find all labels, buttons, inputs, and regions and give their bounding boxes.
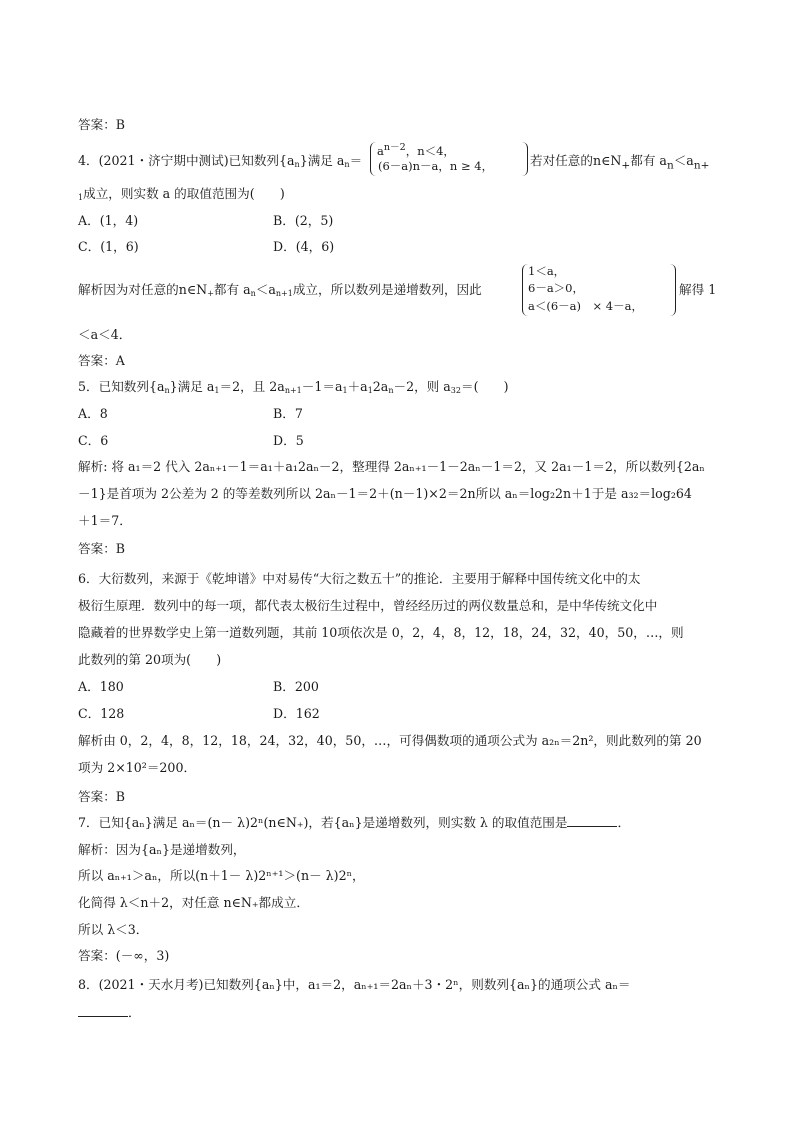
solution-7-line1: 解析：因为{aₙ}是递增数列，	[78, 842, 246, 857]
question-6-line3: 隐藏着的世界数学史上第一道数列题，其前 10项依次是 0，2，4，8，12，18，24，32，40，50，…，则	[78, 625, 684, 640]
solution-4-line1: 解析因为对任意的$n\in N_+$都有 $a_n<a_{n+1}$成立，所以数列是递增数列，因此	[78, 282, 482, 298]
answer-7: 答案：(－∞，3)	[78, 948, 170, 963]
solution-7-line3: 化简得 λ＜n＋2，对任意 n∈N₊都成立．	[78, 895, 309, 910]
answer-blank	[78, 1006, 128, 1017]
question-5-stem: 5．已知数列$\{a_n\}$满足 $a_1=2$，且 $2a_{n+1}-1=a_1+a_12a_n-2$，则 $a_{32}=$( )	[78, 379, 509, 395]
solution-7-line2: 所以 aₙ₊₁＞aₙ，所以(n＋1－ λ)2ⁿ⁺¹＞(n－ λ)2ⁿ，	[78, 868, 365, 883]
option-c: C．6	[78, 433, 109, 448]
solution-5-line3: ＋1＝7．	[78, 513, 132, 528]
piecewise-case-1: $a^{n-2}$，n＜4，	[377, 142, 455, 158]
question-8-line2: ．	[78, 1005, 141, 1021]
solution-6-line2: 项为 2×10²＝200．	[78, 760, 197, 775]
system-line-1: 1＜a，	[528, 264, 566, 278]
question-8-stem: 8．(2021・天水月考)已知数列{aₙ}中，a₁＝2，aₙ₊₁＝2aₙ＋3・2ⁿ，则数列{aₙ}的通项公式 aₙ＝	[78, 977, 631, 992]
question-6-line2: 极衍生原理．数列中的每一项，都代表太极衍生过程中，曾经经历过的两仪数量总和，是中华传统文化中	[78, 598, 658, 613]
question-6-line1: 6．大衍数列，来源于《乾坤谱》中对易传“大衍之数五十”的推论．主要用于解释中国传统文化中的太	[78, 571, 641, 586]
question-4-stem-line2: $_1$成立，则实数 a 的取值范围为( )	[78, 186, 285, 202]
right-brace	[522, 142, 528, 176]
solution-5-line1: 解析: 将 a₁＝2 代入 2aₙ₊₁－1＝a₁＋a₁2aₙ－2，整理得 2aₙ₊₁－1－2aₙ－1＝2，又 2a₁－1＝2，所以数列{2aₙ	[78, 459, 705, 474]
system-right-brace	[670, 264, 676, 316]
solution-5-line2: －1}是首项为 2公差为 2 的等差数列所以 2aₙ－1＝2＋(n－1)×2＝2n所以 aₙ＝log₂2n＋1于是 a₃₂＝log₂64	[78, 486, 692, 501]
option-d: D．5	[273, 433, 304, 448]
option-a: A．(1，4)	[78, 213, 139, 228]
question-4-stem: 4．(2021・济宁期中测试)已知数列$\{a_n\}$满足 $a_n=$	[78, 153, 363, 169]
solution-7-line4: 所以 λ＜3．	[78, 922, 149, 937]
option-a: A．180	[78, 679, 124, 694]
question-7-stem: 7．已知{aₙ}满足 aₙ＝(n－ λ)2ⁿ(n∈N₊)，若{aₙ}是递增数列，则实数 λ 的取值范围是 ．	[78, 815, 631, 830]
question-6-line4: 此数列的第 20项为( )	[78, 652, 222, 667]
option-c: C．128	[78, 706, 125, 721]
option-d: D．162	[273, 706, 320, 721]
answer-6: 答案：B	[78, 789, 126, 804]
answer-blank	[567, 816, 617, 827]
option-d: D．(4，6)	[273, 239, 335, 254]
piecewise-case-2: (6－a)n－a，n ≥ 4，	[378, 159, 494, 173]
system-line-2: 6－a＞0，	[528, 281, 584, 295]
answer-4: 答案：A	[78, 353, 125, 368]
option-b: B．7	[273, 406, 303, 421]
solution-4-line2: ＜a＜4．	[78, 327, 132, 342]
answer-5: 答案：B	[78, 541, 126, 556]
solution-4-end: 解得 1	[679, 282, 717, 297]
left-brace	[370, 142, 376, 176]
solution-6-line1: 解析由 0，2，4，8，12，18，24，32，40，50，…，可得偶数项的通项公式为 a₂ₙ＝2n²，则此数列的第 20	[78, 733, 702, 748]
option-a: A．8	[78, 406, 108, 421]
option-b: B．(2，5)	[273, 213, 334, 228]
system-line-3: a＜(6－a) × 4－a，	[528, 299, 643, 313]
option-c: C．(1，6)	[78, 239, 139, 254]
question-4-condition: 若对任意的$n\in N_+$都有 $a_n<a_{n+}$	[530, 153, 710, 172]
answer-line: 答案：B	[78, 117, 126, 132]
option-b: B．200	[273, 679, 319, 694]
